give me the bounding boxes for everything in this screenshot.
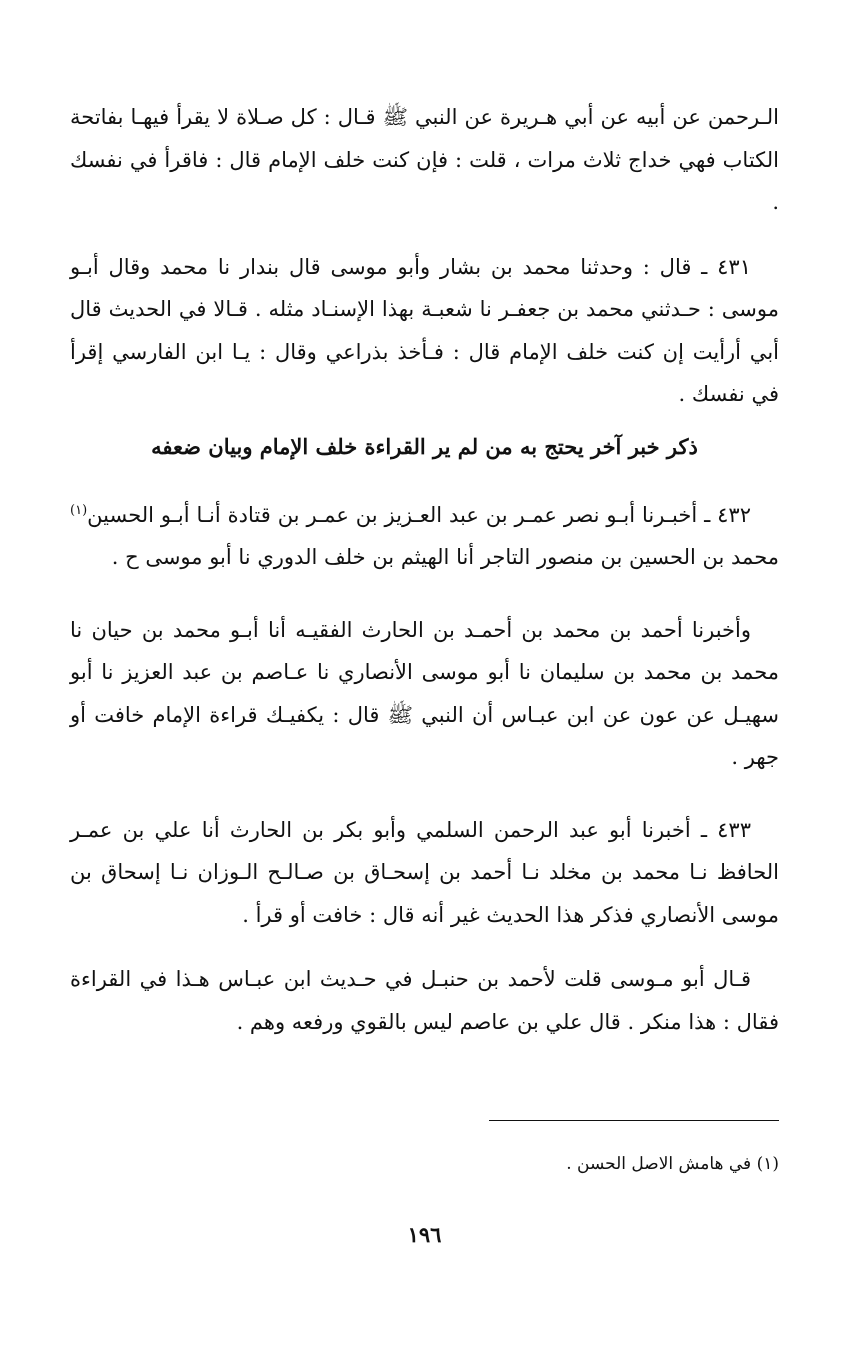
page-body — [70, 96, 779, 1043]
page-number: ١٩٦ — [407, 1222, 442, 1247]
footnote: (١) في هامش الاصل الحسن . — [566, 1154, 779, 1174]
section-heading: ذكر خبر آخر يحتج به من لم ير القراءة خلف الإمام وبيان ضعفه — [151, 433, 698, 459]
paragraph-isnad-2: وأخبرنا أحمد بن محمد بن أحمـد بن الحارث الفقيـه أنا أبـو محمد بن حيان نا محمد بن محمد بن سليمان نا أبو موسى الأنصاري نا عـاصم بن عبد العزيز نا أبو سهيـل عن عون عن ابن عبـاس أن النبي ﷺ قال : يكفيـك قراءة الإمام خافت أو جهر . — [70, 617, 779, 769]
paragraph-comment: قـال أبو مـوسى قلت لأحمد بن حنبـل في حـديث ابن عبـاس هـذا في القراءة فقال : هذا منكر . قال علي بن عاصم ليس بالقوي ورفعه وهم . — [70, 967, 779, 1034]
paragraph-432 — [70, 490, 779, 579]
paragraph-433: ٤٣٣ ـ أخبرنا أبو عبد الرحمن السلمي وأبو بكر بن الحارث أنا علي بن عمـر الحافظ نـا محمد بن مخلد نـا أحمد بن إسحـاق بن صـالـح الـوزان نـا إسحاق بن موسى الأنصاري فذكر هذا الحديث غير أنه قال : خافت أو قرأ . — [70, 817, 779, 927]
footnote-divider — [489, 1120, 779, 1121]
paragraph-432-start: ٤٣٢ ـ أخبـرنا أبـو نصر عمـر بن عبد العـزيز بن عمـر بن قتادة أنـا أبـو الحسين — [87, 502, 751, 527]
footnote-reference: (١) — [70, 502, 88, 518]
paragraph-431: ٤٣١ ـ قال : وحدثنا محمد بن بشار وأبو موسى قال بندار نا محمد وقال أبـو موسى : حـدثني محمد بن جعفـر نا شعبـة بهذا الإسنـاد مثله . قـالا في الحديث قال أبي أرأيت إن كنت خلف الإمام قال : فـأخذ بذراعي وقال : يـا ابن الفارسي إقرأ في نفسك . — [70, 254, 780, 406]
paragraph-continuation: الـرحمن عن أبيه عن أبي هـريرة عن النبي ﷺ قـال : كل صـلاة لا يقرأ فيهـا بفاتحة الكتاب فهي خداج ثلاث مرات ، قلت : فإن كنت خلف الإمام قال : فاقرأ في نفسك . — [70, 105, 779, 214]
paragraph-432-end: محمد بن الحسين بن منصور التاجر أنا الهيثم بن خلف الدوري نا أبو موسى ح . — [111, 545, 779, 569]
